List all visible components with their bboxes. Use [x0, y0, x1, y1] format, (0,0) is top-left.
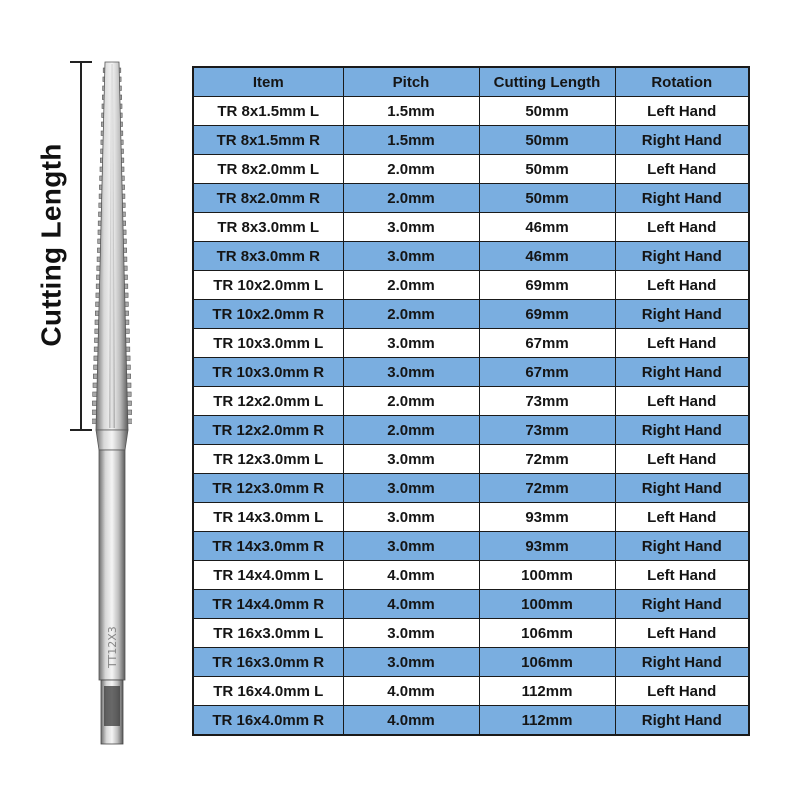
cell-item: TR 8x3.0mm L: [193, 213, 343, 242]
cell-pitch: 3.0mm: [343, 242, 479, 271]
table-row: [193, 242, 749, 271]
cell-pitch: 2.0mm: [343, 416, 479, 445]
cell-rotation: Right Hand: [615, 706, 749, 736]
cell-cutting-length: 112mm: [479, 677, 615, 706]
cell-pitch: 3.0mm: [343, 445, 479, 474]
trapezoidal-thread-tap-icon: [92, 58, 132, 748]
table-row: [193, 329, 749, 358]
cell-rotation: Right Hand: [615, 184, 749, 213]
cell-item: TR 16x3.0mm R: [193, 648, 343, 677]
table-row: [193, 416, 749, 445]
cell-rotation: Left Hand: [615, 445, 749, 474]
table-row: [193, 358, 749, 387]
cell-pitch: 3.0mm: [343, 648, 479, 677]
cell-item: TR 14x4.0mm L: [193, 561, 343, 590]
dimension-cap-top: [70, 61, 92, 63]
cell-rotation: Left Hand: [615, 155, 749, 184]
cell-cutting-length: 73mm: [479, 416, 615, 445]
cell-rotation: Left Hand: [615, 97, 749, 126]
cell-pitch: 3.0mm: [343, 213, 479, 242]
cell-item: TR 14x3.0mm R: [193, 532, 343, 561]
table-row: [193, 648, 749, 677]
cell-rotation: Left Hand: [615, 329, 749, 358]
table-row: [193, 271, 749, 300]
spec-table-head: [193, 67, 749, 97]
cell-pitch: 2.0mm: [343, 184, 479, 213]
table-row: [193, 677, 749, 706]
header-cutting-length: Cutting Length: [479, 67, 615, 97]
cell-cutting-length: 106mm: [479, 619, 615, 648]
cell-cutting-length: 72mm: [479, 445, 615, 474]
cell-pitch: 2.0mm: [343, 155, 479, 184]
cell-pitch: 3.0mm: [343, 358, 479, 387]
header-item: Item: [193, 67, 343, 97]
cell-cutting-length: 69mm: [479, 271, 615, 300]
table-row: [193, 126, 749, 155]
spec-table: [192, 66, 750, 736]
cell-cutting-length: 72mm: [479, 474, 615, 503]
table-row: [193, 532, 749, 561]
cell-cutting-length: 46mm: [479, 213, 615, 242]
cell-pitch: 3.0mm: [343, 532, 479, 561]
table-row: [193, 561, 749, 590]
table-row: [193, 97, 749, 126]
cell-rotation: Right Hand: [615, 532, 749, 561]
header-pitch: Pitch: [343, 67, 479, 97]
cell-rotation: Right Hand: [615, 126, 749, 155]
table-row: [193, 300, 749, 329]
cell-pitch: 4.0mm: [343, 561, 479, 590]
cell-cutting-length: 67mm: [479, 358, 615, 387]
cell-item: TR 12x3.0mm R: [193, 474, 343, 503]
cell-rotation: Left Hand: [615, 561, 749, 590]
cell-pitch: 3.0mm: [343, 329, 479, 358]
cell-pitch: 3.0mm: [343, 474, 479, 503]
table-row: [193, 474, 749, 503]
cell-pitch: 2.0mm: [343, 387, 479, 416]
table-row: [193, 155, 749, 184]
cell-pitch: 4.0mm: [343, 590, 479, 619]
cell-item: TR 8x2.0mm R: [193, 184, 343, 213]
cell-rotation: Right Hand: [615, 590, 749, 619]
cell-item: TR 12x2.0mm R: [193, 416, 343, 445]
table-row: [193, 706, 749, 736]
cell-pitch: 2.0mm: [343, 300, 479, 329]
cell-pitch: 3.0mm: [343, 619, 479, 648]
cell-item: TR 8x3.0mm R: [193, 242, 343, 271]
cell-item: TR 8x2.0mm L: [193, 155, 343, 184]
header-row: [193, 67, 749, 97]
cell-cutting-length: 93mm: [479, 532, 615, 561]
cell-cutting-length: 93mm: [479, 503, 615, 532]
cell-item: TR 16x4.0mm R: [193, 706, 343, 736]
tap-neck: [96, 430, 128, 450]
cell-item: TR 8x1.5mm R: [193, 126, 343, 155]
cell-cutting-length: 73mm: [479, 387, 615, 416]
cell-item: TR 10x3.0mm L: [193, 329, 343, 358]
tap-square-drive-flat: [104, 686, 120, 726]
dimension-cap-bottom: [70, 429, 92, 431]
cell-rotation: Left Hand: [615, 387, 749, 416]
table-row: [193, 387, 749, 416]
cell-rotation: Right Hand: [615, 358, 749, 387]
cell-pitch: 2.0mm: [343, 271, 479, 300]
cell-item: TR 12x3.0mm L: [193, 445, 343, 474]
cell-rotation: Left Hand: [615, 619, 749, 648]
cutting-length-label: Cutting Length: [36, 143, 67, 347]
dimension-line: [80, 62, 82, 430]
cell-pitch: 4.0mm: [343, 677, 479, 706]
cell-pitch: 4.0mm: [343, 706, 479, 736]
cell-item: TR 10x2.0mm L: [193, 271, 343, 300]
cell-rotation: Left Hand: [615, 677, 749, 706]
cell-rotation: Right Hand: [615, 648, 749, 677]
cell-cutting-length: 112mm: [479, 706, 615, 736]
cell-rotation: Right Hand: [615, 416, 749, 445]
cell-cutting-length: 100mm: [479, 590, 615, 619]
table-row: [193, 619, 749, 648]
cell-item: TR 14x3.0mm L: [193, 503, 343, 532]
cell-rotation: Left Hand: [615, 213, 749, 242]
cell-rotation: Right Hand: [615, 474, 749, 503]
cell-rotation: Right Hand: [615, 300, 749, 329]
cell-cutting-length: 50mm: [479, 155, 615, 184]
cutting-length-label-wrap: [32, 62, 72, 428]
cell-cutting-length: 106mm: [479, 648, 615, 677]
cell-item: TR 10x3.0mm R: [193, 358, 343, 387]
cell-item: TR 10x2.0mm R: [193, 300, 343, 329]
cell-item: TR 16x4.0mm L: [193, 677, 343, 706]
cell-cutting-length: 46mm: [479, 242, 615, 271]
cell-cutting-length: 100mm: [479, 561, 615, 590]
cell-cutting-length: 50mm: [479, 184, 615, 213]
cell-cutting-length: 50mm: [479, 97, 615, 126]
tap-shank-marking: TT12X3: [106, 626, 119, 668]
spec-table-body: [193, 97, 749, 736]
cell-item: TR 16x3.0mm L: [193, 619, 343, 648]
table-row: [193, 213, 749, 242]
table-row: [193, 445, 749, 474]
cell-rotation: Left Hand: [615, 503, 749, 532]
cell-pitch: 1.5mm: [343, 126, 479, 155]
cell-item: TR 14x4.0mm R: [193, 590, 343, 619]
cell-cutting-length: 50mm: [479, 126, 615, 155]
cell-item: TR 8x1.5mm L: [193, 97, 343, 126]
table-row: [193, 590, 749, 619]
cell-rotation: Left Hand: [615, 271, 749, 300]
cell-item: TR 12x2.0mm L: [193, 387, 343, 416]
cell-pitch: 3.0mm: [343, 503, 479, 532]
cell-rotation: Right Hand: [615, 242, 749, 271]
cell-pitch: 1.5mm: [343, 97, 479, 126]
table-row: [193, 503, 749, 532]
cell-cutting-length: 67mm: [479, 329, 615, 358]
cell-cutting-length: 69mm: [479, 300, 615, 329]
header-rotation: Rotation: [615, 67, 749, 97]
table-row: [193, 184, 749, 213]
